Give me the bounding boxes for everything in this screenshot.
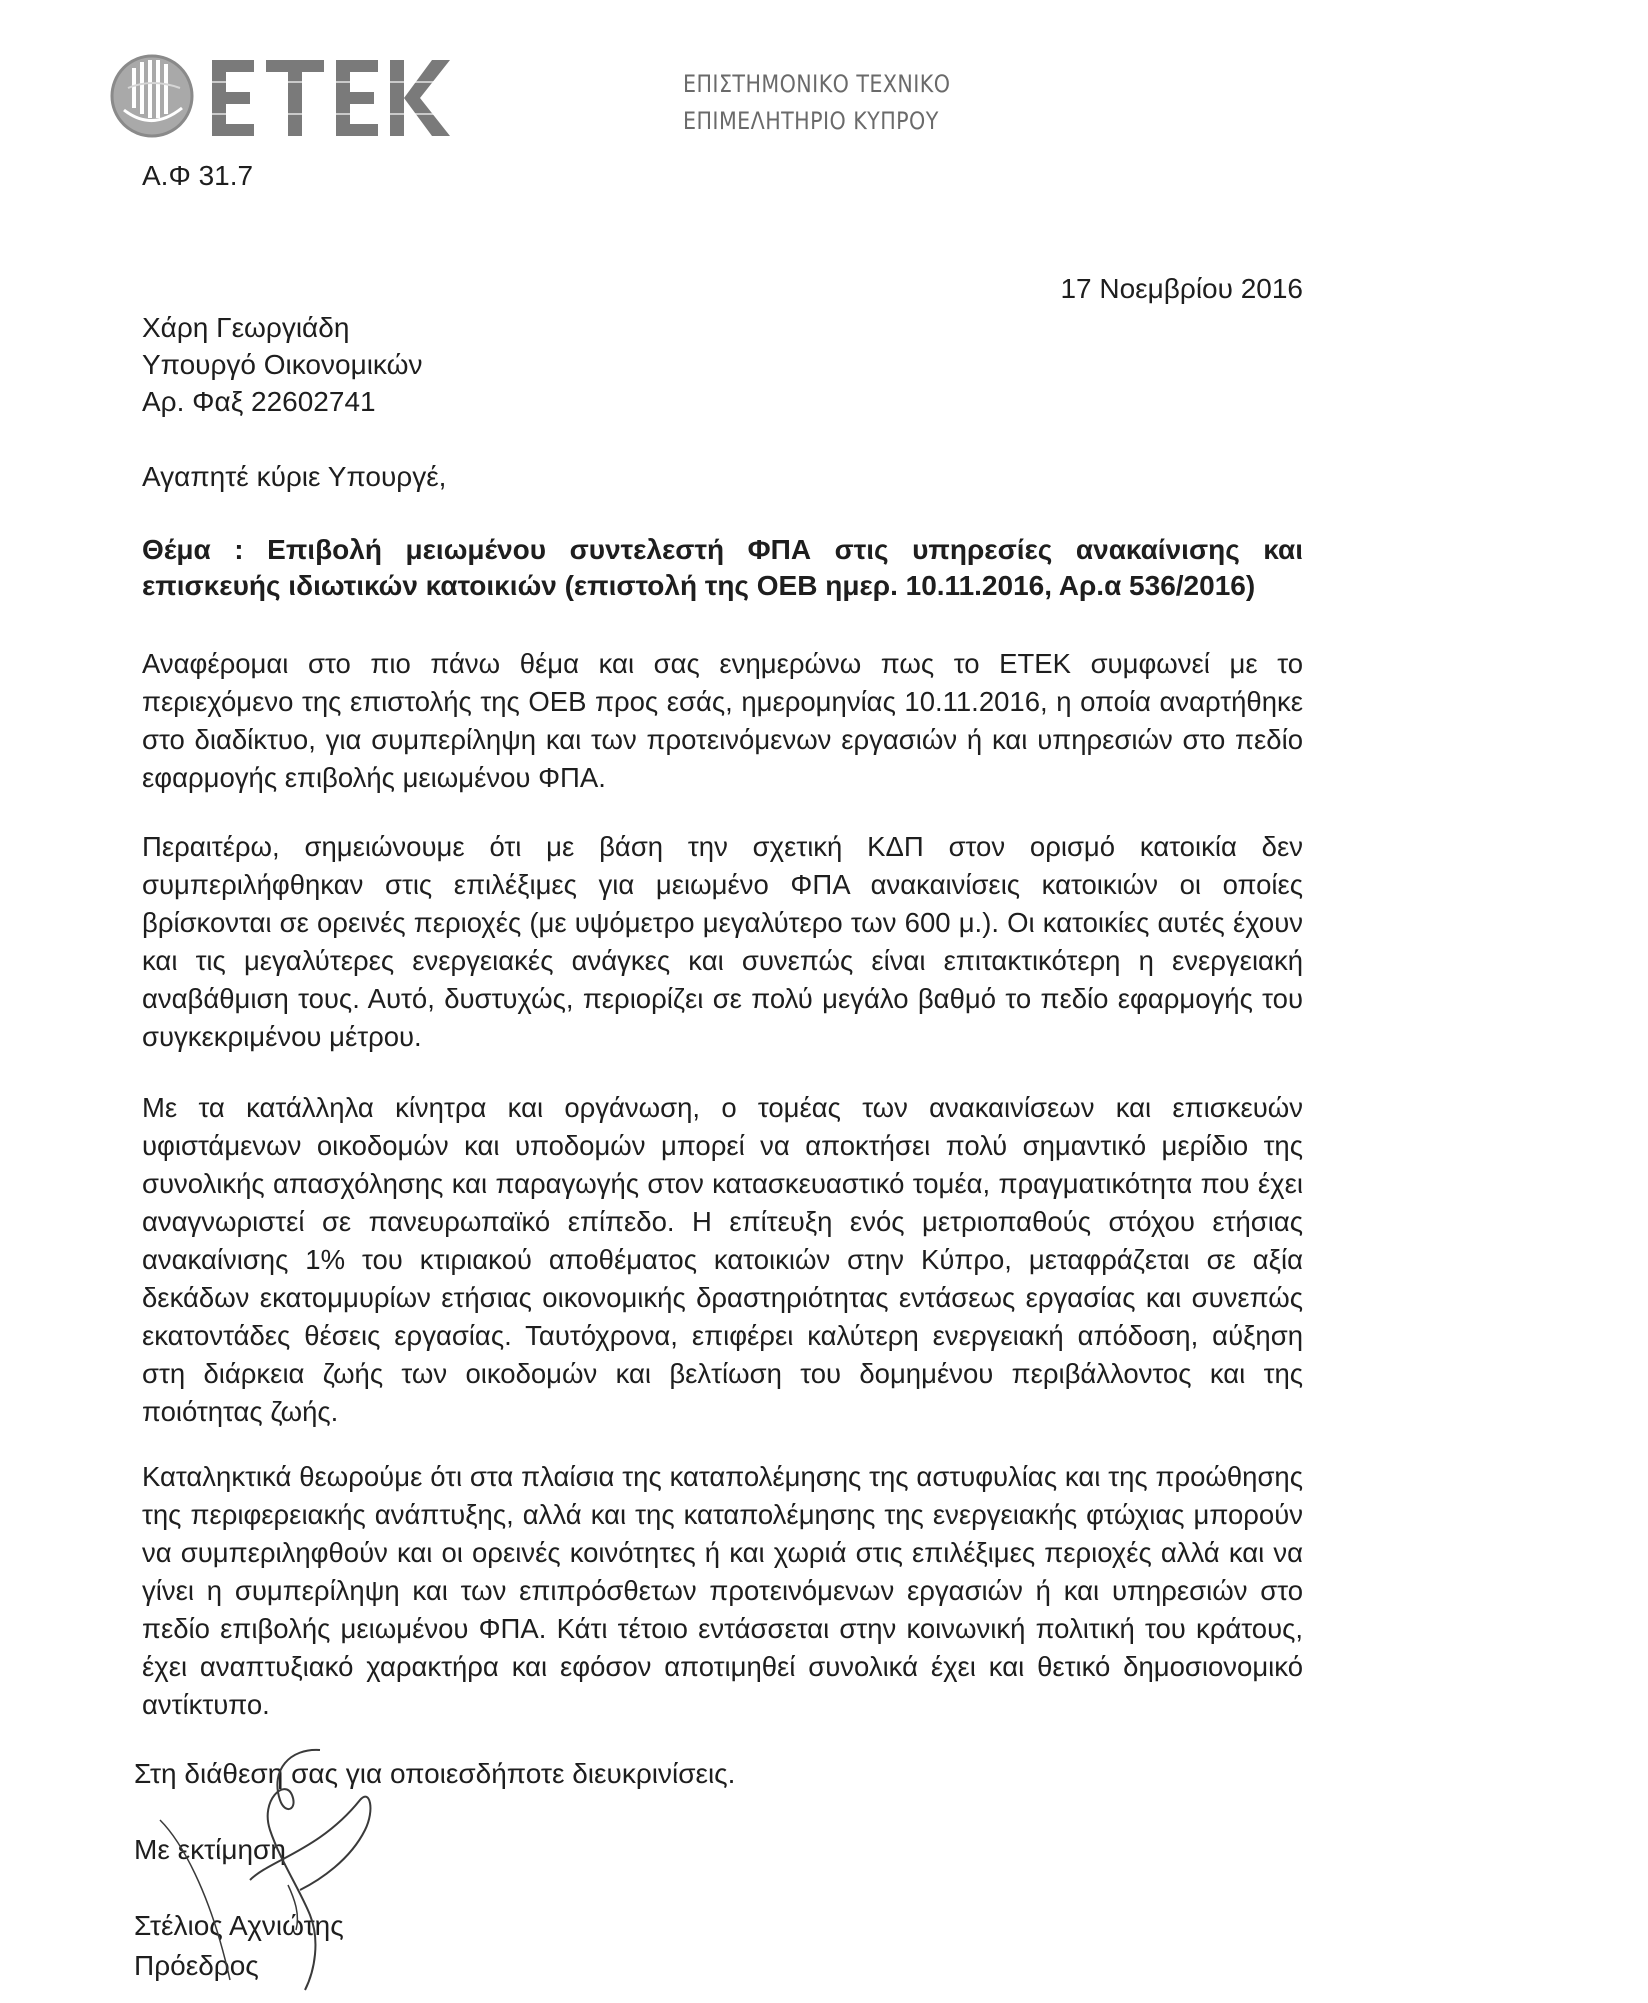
closing-regards: Με εκτίμηση: [134, 1834, 286, 1865]
recipient-block: [142, 309, 422, 420]
file-reference: Α.Φ 31.7: [142, 160, 254, 191]
body-paragraph-3: Με τα κατάλληλα κίνητρα και οργάνωση, ο τομέας των ανακαινίσεων και επισκευών υφιστάμενων οικοδομών και υποδομών μπορεί να αποκτήσει πολύ σημαντικό μερίδιο της συνολικής απασχόλησης και παραγωγής στον κατασκευαστικό τομέα, πραγματικότητα που έχει αναγνωριστεί σε πανευρωπαϊκό επίπεδο. Η επίτευξη ενός μετριοπαθούς στόχου ετήσιας ανακαίνισης 1% του κτιριακού αποθέματος κατοικιών στην Κύπρο, μεταφράζεται σε αξία δεκάδων εκατομμυρίων ετήσιας οικονομικής δραστηριότητας εντάσεως εργασίας και συνεπώς εκατοντάδες θέσεις εργασίας. Ταυτόχρονα, επιφέρει καλύτερη ενεργειακή απόδοση, αύξηση στη διάρκεια ζωής των οικοδομών και βελτίωση του δομημένου περιβάλλοντος και της ποιότητας ζωής.: [142, 1092, 1303, 1427]
recipient-fax: Αρ. Φαξ 22602741: [142, 386, 376, 417]
organization-name: [683, 66, 950, 140]
body-paragraph-2: Περαιτέρω, σημειώνουμε ότι με βάση την σχετική ΚΔΠ στον ορισμό κατοικία δεν συμπεριλήφθηκαν στις επιλέξιμες για μειωμένο ΦΠΑ ανακαινίσεις κατοικιών οι οποίες βρίσκονται σε ορεινές περιοχές (με υψόμετρο μεγαλύτερο των 600 μ.). Οι κατοικίες αυτές έχουν και τις μεγαλύτερες ενεργειακές ανάγκες και συνεπώς είναι επιτακτικότερη η ενεργειακή αναβάθμιση τους. Αυτό, δυστυχώς, περιορίζει σε πολύ μεγάλο βαθμό το πεδίο εφαρμογής του συγκεκριμένου μέτρου.: [142, 831, 1303, 1052]
org-name-line-2: ΕΠΙΜΕΛΗΤΗΡΙΟ ΚΥΠΡΟΥ: [683, 107, 939, 135]
body-paragraph-4: Καταληκτικά θεωρούμε ότι στα πλαίσια της καταπολέμησης της αστυφυλίας και της προώθησης της περιφερειακής ανάπτυξης, αλλά και της καταπολέμησης της ενεργειακής φτώχιας μπορούν να συμπεριληφθούν και οι ορεινές κοινότητες ή και χωριά στις επιλέξιμες περιοχές αλλά και να γίνει η συμπερίληψη και των επιπρόσθετων προτεινόμενων εργασιών ή και υπηρεσιών στο πεδίο επιβολής μειωμένου ΦΠΑ. Κάτι τέτοιο εντάσσεται στην κοινωνική πολιτική του κράτους, έχει αναπτυξιακό χαρακτήρα και εφόσον αποτιμηθεί συνολικά έχει και θετικό δημοσιονομικό αντίκτυπο.: [142, 1461, 1303, 1720]
subject-line: [142, 532, 1303, 604]
letter-date: 17 Νοεμβρίου 2016: [1060, 273, 1303, 304]
body-paragraph-1: Αναφέρομαι στο πιο πάνω θέμα και σας ενημερώνω πως το ΕΤΕΚ συμφωνεί με το περιεχόμενο της επιστολής της ΟΕΒ προς εσάς, ημερομηνίας 10.11.2016, η οποία αναρτήθηκε στο διαδίκτυο, για συμπερίληψη και των προτεινόμενων εργασιών ή και υπηρεσιών στο πεδίο εφαρμογής επιβολής μειωμένου ΦΠΑ.: [142, 648, 1303, 793]
closing-offer: Στη διάθεση σας για οποιεσδήποτε διευκρινίσεις.: [134, 1758, 736, 1789]
etek-seal-icon: [112, 56, 192, 136]
recipient-name: Χάρη Γεωργιάδη: [142, 312, 350, 343]
salutation: Αγαπητέ κύριε Υπουργέ,: [142, 461, 447, 492]
signer-name: Στέλιος Αχνιώτης: [134, 1910, 344, 1941]
signer-title: Πρόεδρος: [134, 1950, 259, 1981]
etek-logo: [110, 48, 510, 148]
handwritten-signature: [120, 1740, 440, 2000]
etek-wordmark: [212, 60, 450, 136]
org-name-line-1: ΕΠΙΣΤΗΜΟΝΙΚΟ ΤΕΧΝΙΚΟ: [683, 70, 951, 98]
etek-logo-graphic: [110, 48, 510, 148]
recipient-title: Υπουργό Οικονομικών: [142, 349, 423, 380]
subject-text: Θέμα : Επιβολή μειωμένου συντελεστή ΦΠΑ στις υπηρεσίες ανακαίνισης και επισκευής ιδιωτικών κατοικιών (επιστολή της ΟΕΒ ημερ. 10.11.2016, Αρ.α 536/2016): [142, 534, 1303, 601]
